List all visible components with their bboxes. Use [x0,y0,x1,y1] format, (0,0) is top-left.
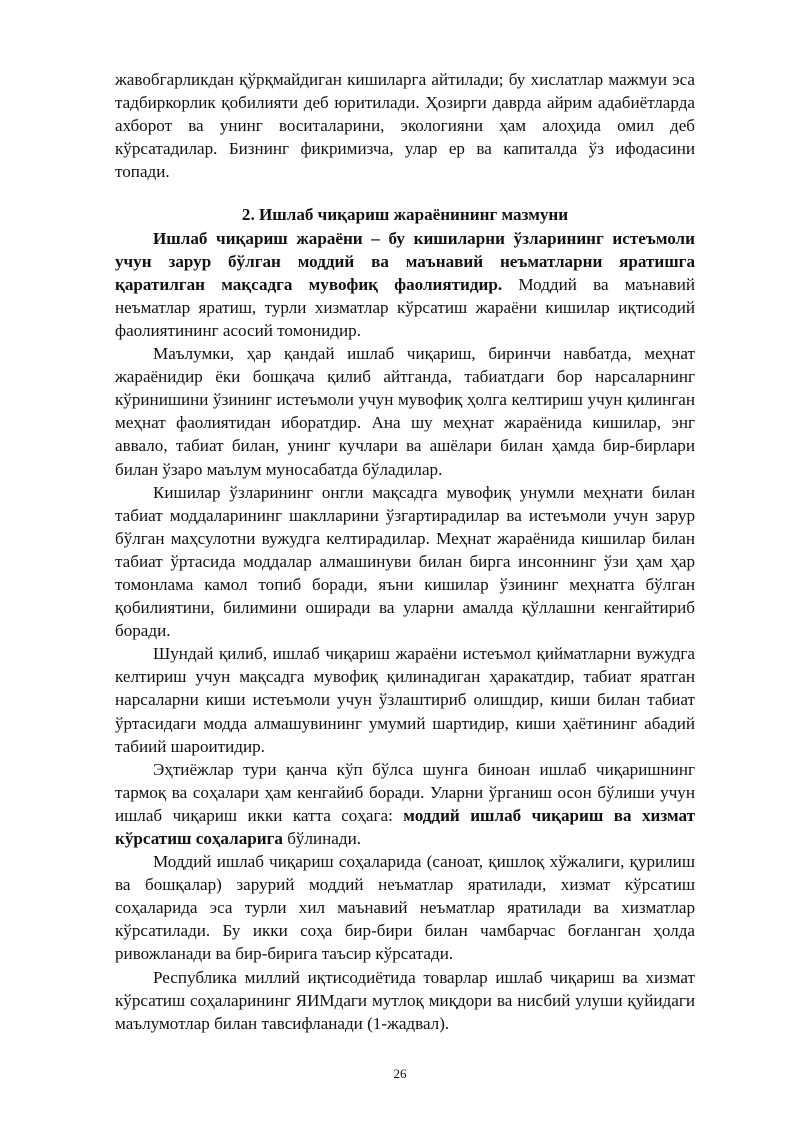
spheres-start-text: Эҳтиёжлар тури қанча кўп бўлса шунга биноан ишлаб чиқаришнинг тармоқ ва соҳалари ҳам кенгайиб боради. Уларни ўрганиш осон бўлиши учун ишлаб чиқариш икки катта соҳага: [115,759,695,825]
paragraph-material-production: Моддий ишлаб чиқариш соҳаларида (саноат, қишлоқ хўжалиги, қурилиш ва бошқалар) зарурий моддий неъматлар яратилади, хизмат кўрсатиш соҳаларида эса турли хил маънавий неъматлар яратилади ва хизматлар кўрсатилади. Бу икки соҳа бир-бири билан чамбарчас боғланган ҳолда ривожланади ва бир-бирига таъсир кўрсатади. [115,852,695,964]
spheres-end-text: бўлинади. [282,829,361,848]
section-heading: 2. Ишлаб чиқариш жараёнининг мазмуни [241,205,569,225]
spheres-bold-text: моддий ишлаб чиқариш ва хизмат кўрсатиш соҳаларига [115,805,695,848]
definition-bold-text: Ишлаб чиқариш жараёни – бу кишиларни ўзларининг истеъмоли учун зарур бўлган моддий ва маънавий неъматларни яратишга қаратилган мақсадга мувофиқ фаолиятидир. [115,228,695,294]
document-page [115,68,695,1035]
paragraph-continuation: жавобгарликдан қўрқмайдиган кишиларга айтилади; бу хислатлар мажмуи эса тадбиркорлик қобилияти деб юритилади. Ҳозирги даврда айрим адабиётларда ахборот ва унинг воситаларини, экологияни ҳам алоҳида омил деб кўрсатадилар. Бизнинг фикримизча, улар ер ва капиталда ўз ифодасини топади. [115,70,695,182]
paragraph-spheres [115,758,695,850]
paragraph-people-nature: Кишилар ўзларининг онгли мақсадга мувофиқ унумли меҳнати билан табиат моддаларининг шаклларини ўзгартирадилар ва истеъмоли учун зарур бўлган маҳсулотни вужудга келтирадилар. Меҳнат жараёнида кишилар билан табиат ўртасида моддалар алмашинуви билан бирга инсоннинг ўзи ҳам ҳар томонлама камол топиб боради, яъни кишилар ўзининг меҳнатга бўлган қобилиятини, билимини оширади ва уларни амалда қўллашни кенгайтириб боради. [115,482,695,641]
page-number: 26 [393,1066,407,1081]
paragraph-conclusion: Шундай қилиб, ишлаб чиқариш жараёни истеъмол қийматларни вужудга келтириш учун мақсадга мувофиқ қилинадиган ҳаракатдир, табиат яратган нарсаларни киши истеъмоли учун ўзлаштириб олишдир, киши билан табиат ўртасидаги модда алмашувининг умумий шартидир, киши ҳаётининг абадий табиий шароитидир. [115,644,695,756]
paragraph-republic-economy: Республика миллий иқтисодиётида товарлар ишлаб чиқариш ва хизмат кўрсатиш соҳаларининг ЯИМдаги мутлоқ миқдори ва нисбий улуши қуйидаги маълумотлар билан тавсифланади (1-жадвал). [115,967,695,1033]
paragraph-definition [115,227,695,342]
definition-rest-text: Моддий ва маънавий неъматлар яратиш, турли хизматлар кўрсатиш жараёни кишилар иқтисодий фаолиятининг асосий томонидир. [115,274,696,340]
paragraph-labor-process: Маълумки, ҳар қандай ишлаб чиқариш, биринчи навбатда, меҳнат жараёнидир ёки бошқача қилиб айтганда, табиатдаги бор нарсаларнинг кўринишини ўзининг истеъмоли учун мувофиқ ҳолга келтириш учун қилинган меҳнат фаолиятидан иборатдир. Ана шу меҳнат жараёнида кишилар, энг аввало, табиат билан, унинг кучлари ва ашёлари билан ҳамда бир-бирлари билан ўзаро маълум муносабатда бўладилар. [115,344,695,479]
